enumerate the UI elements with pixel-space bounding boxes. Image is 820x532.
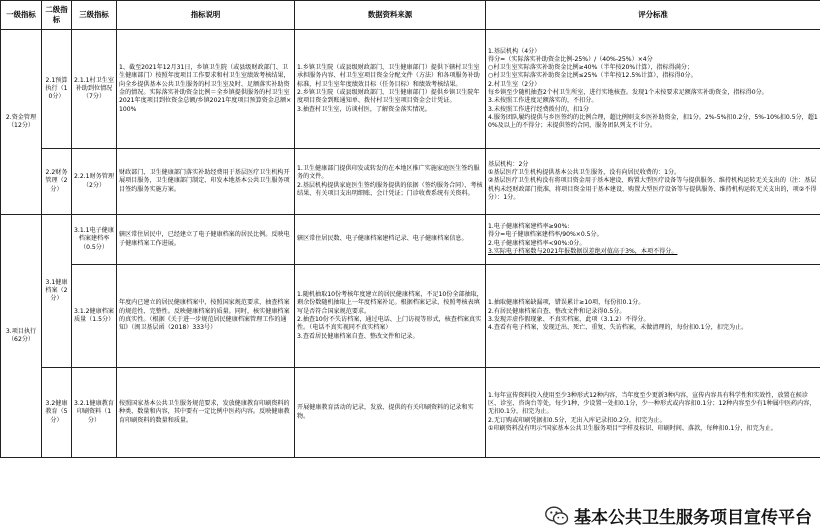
score-line: 2.有居民健康档案自查、整改文件和记录得0.5分。 <box>488 307 626 315</box>
scoring-cell <box>486 265 820 368</box>
score-line: 3.发现弄虚作假现象、不真实档案，此项（3.1.2）不得分。 <box>488 316 650 323</box>
source-line: 1.卫生健康部门提供印发或转发的在本地区推广实施家庭医生签约服务的文件。 <box>297 164 480 181</box>
score-line: ②基层医疗卫生机构没有将项目资金用于基本建设、购置大型医疗设备等与提供服务、维持机构运转无关支出的（注：基层机构未经财政部门批准，将项目资金用于基本建设、购置大型医疗设备等与提供服务、维持机构运转无关支出的，项②不得分）：1分。 <box>488 177 817 201</box>
score-line: 1.电子健康档案建档率≥90%: <box>488 222 570 230</box>
source-line: 1.乡镇卫生院（或县级财政部门、卫生健康部门）提供下辖村卫生室承担服务内容、村卫生室项目资金分配文件（方法）和各项服务补助标准，村卫生室年度绩效目标（任务目标）和绩效考核结果。 <box>297 64 480 88</box>
source-line: 3.抽查村卫生室，访谈村医，了解资金落实情况。 <box>297 105 431 113</box>
score-line: ○村卫生室实际落实补助资金比例≤25%（半年按12.5%计算），指标得0分。 <box>488 72 697 80</box>
header-level3: 三级指标 <box>72 1 117 30</box>
header-data-source: 数据资料来源 <box>295 1 486 30</box>
score-line: 2.村卫生室（2分） <box>488 80 541 88</box>
table-row <box>1 368 820 458</box>
source-line: 开展健康教育活动的记录，发放、提供的有关印刷资料的记录和实物。 <box>297 404 474 420</box>
level3-cell: 3.2.1健康教育印刷资料（1分） <box>72 368 117 458</box>
score-line: 4.服务团队履约提供与乡医签约的比例合理，超比例则支乡医补助资金，扣1分。2%-5%扣0.2分，5%-10%扣0.5分，超10%及以上的不得分；未提供签约合同，服务团队列支不计分。 <box>488 113 818 130</box>
data-source-cell <box>295 265 486 368</box>
score-line: ①基层医疗卫生机构提供基本公共卫生服务，没有向居民收费的：1分。 <box>488 169 681 177</box>
scoring-cell <box>486 215 820 265</box>
score-line: 得分=电子健康档案建档率/90%×0.5分。 <box>488 231 603 239</box>
score-line: 3.未按照工作进行经费拨付的，扣1分 <box>488 105 590 113</box>
description-cell: 1、截至2021年12月31日，乡镇卫生院（或县级财政部门、卫生健康部门）按照年度项目工作要求和村卫生室绩效考核结果，向全乡提供基本公共卫生服务的村卫生室及时、足额落实补助资金的情况。实际落实补助资金比例＝全乡镇提供服务的村卫生室2021年度项目到位资金总额/乡镇2021年度项目预算资金总额×100% <box>117 30 295 149</box>
data-source-cell <box>295 149 486 215</box>
header-row <box>1 1 820 30</box>
table-row <box>1 265 820 368</box>
source-line: 2.抽查10份不失访档案，通过电话、上门访视等形式，核查档案真实性。（电话不真实视同不真实档案） <box>297 316 482 332</box>
level2-cell: 2.1预算执行（10分） <box>42 30 72 149</box>
header-level2: 二级指标 <box>42 1 72 30</box>
score-line: 基层机构：2分 <box>488 160 529 168</box>
level2-cell: 3.1健康档案（2分） <box>42 215 72 368</box>
source-line: 辖区常住居民数、电子健康档案建档记录、电子健康档案信息。 <box>297 235 468 243</box>
score-line: 1.基层机构（4分） <box>488 47 541 55</box>
level3-cell: 2.2.1财务管理（2分） <box>72 149 117 215</box>
description-cell: 按照国家基本公共卫生服务规范要求，发放健康教育印刷资料的种类、数量和内容，其中要有一定比例中医药内容。反映健康教育印刷资料的数量和质量。 <box>117 368 295 458</box>
data-source-cell <box>295 30 486 149</box>
level1-cell: 2.资金管理（12分） <box>1 30 42 215</box>
score-line: 2.无订购或印刷凭据扣0.5分，无出入库记录扣0.2分，扣完为止。 <box>488 416 666 424</box>
level3-cell: 2.1.1村卫生室补助到位情况（7分） <box>72 30 117 149</box>
score-line: 1.抽取健康档案缺漏项，错误累计≥10项，每份扣0.1分。 <box>488 299 645 307</box>
data-source-cell <box>295 368 486 458</box>
source-line: 3.查看居民健康档案自查、整改文件和记录。 <box>297 332 419 340</box>
table-row <box>1 30 820 149</box>
score-line: 4.查看有电子档案，发现迁出、死亡、重复、失访档案，未做清理的，每份扣0.1分，扣完为止。 <box>488 324 748 332</box>
header-scoring: 评分标准 <box>486 1 820 30</box>
scoring-cell <box>486 149 820 215</box>
score-line: 1.每年宣传资料投入使用至少3种形式12种内容，当年度至少更新3种内容，宣传内容具有科学性和实效性，放置在候诊区、诊室、咨询台等处，每少1种，少设置一处扣0.1分，少一种形式或内容扣0.1分；12种内容至少有1种属中医药内容，无扣0.1分，扣完为止。 <box>488 391 816 416</box>
description-cell: 财政部门、卫生健康部门落实补助经费用于基层医疗卫生机构开展项目服务，卫生健康部门制定、印发本地基本公共卫生服务项目签约服务实施方案。 <box>117 149 295 215</box>
scoring-cell <box>486 30 820 149</box>
level3-cell: 3.1.1电子健康档案建档率（0.5分） <box>72 215 117 265</box>
score-line: ①印刷资料没有明示"国家基本公共卫生服务项目"字样及标识、印刷时间、落款，每种扣0.1分，扣完为止。 <box>488 424 777 432</box>
table-row <box>1 149 820 215</box>
score-line: 得分=（实际落实补助资金比例-25%）/（40%-25%）×4分 <box>488 55 653 63</box>
description-cell: 年度内已建立的居民健康档案中，按照国家规范要求，抽查档案的规范性、完整性。反映健康档案的质量。同时，核实健康档案的真实性。（根据《关于进一步规范居民健康档案管理工作的通知》（闽卫基层函（2018）333号） <box>117 265 295 368</box>
level2-cell: 3.2健康教育（5分） <box>42 368 72 458</box>
source-line: 2.乡镇卫生院（或县级财政部门、卫生健康部门）提供乡镇卫生院年度项目资金到账通知单、拨付村卫生室项目资金会计凭证。 <box>297 89 480 105</box>
header-description: 指标说明 <box>117 1 295 30</box>
scoring-cell <box>486 368 820 458</box>
watermark-text: 基本公共卫生服务项目宣传平台 <box>574 508 812 528</box>
wechat-icon <box>545 506 569 526</box>
source-line: 2.基层机构提供家庭医生签约服务提供的依据（签约服务合同）、考核结果、有关项目支出明细账、会计凭证；门诊收费系统有关资料。 <box>297 181 483 197</box>
score-line: ○村卫生室实际落实补助资金比例≥40%（半年按20%计算），指标得满分； <box>488 64 694 72</box>
score-line: 3.实际电子档案数与2021年报数据误差绝对值高于3%，本项不得分。 <box>488 247 678 255</box>
header-level1: 一级指标 <box>1 1 42 30</box>
score-line: 2.电子健康档案建档率<90%:0分。 <box>488 239 586 247</box>
source-line: 1.随机抽取10份考核年度建立的居民健康档案，不足10份全部抽取，剩余份数随机抽取上一年度档案补足。根据档案记录，按照考核表填写是否符合国家规范要求。 <box>297 291 483 315</box>
level1-cell: 3.项目执行（62分） <box>1 215 42 458</box>
data-source-cell <box>295 215 486 265</box>
level2-cell: 2.2财务管理（2分） <box>42 149 72 215</box>
score-line: 3.未按照工作进度足额落实的，不扣分。 <box>488 97 598 105</box>
level3-cell: 3.1.2健康档案质量（1.5分） <box>72 265 117 368</box>
score-line: 每乡镇至少随机抽查2个村卫生所室，进行实地核查。发现1个未按要求足额落实补助资金，指标得0分。 <box>488 89 768 96</box>
description-cell: 辖区常住居民中，已经建立了电子健康档案的居民比例。反映电子健康档案工作进展。 <box>117 215 295 265</box>
table-row <box>1 215 820 265</box>
wechat-watermark <box>545 503 812 528</box>
